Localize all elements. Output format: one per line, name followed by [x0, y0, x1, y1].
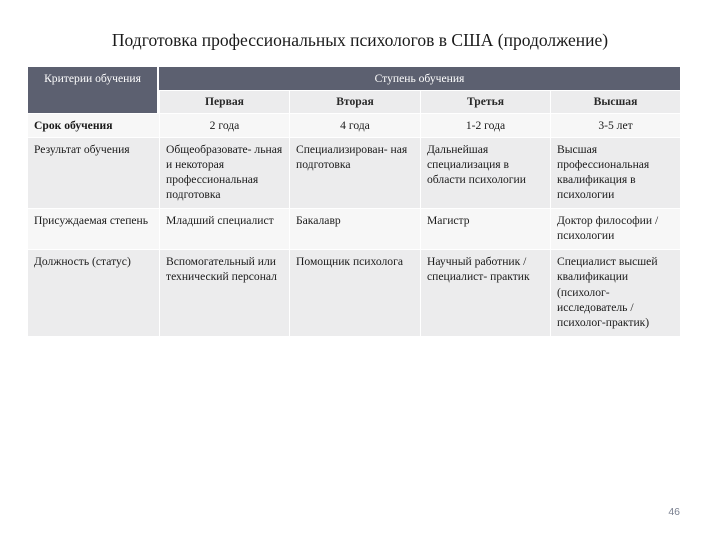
table-row [28, 113, 680, 137]
table-cell: Специализирован- ная подготовка [289, 137, 420, 208]
table-cell: Дальнейшая специализация в области психологии [420, 137, 550, 208]
table-cell: Младший специалист [159, 208, 289, 249]
table-cell: Помощник психолога [289, 249, 420, 335]
table-cell: 1-2 года [420, 113, 550, 137]
table-cell: Доктор философии / психологии [550, 208, 680, 249]
training-table [28, 67, 680, 336]
row-label-result: Результат обучения [28, 137, 159, 208]
row-label-degree: Присуждаемая степень [28, 208, 159, 249]
header-criteria: Критерии обучения [28, 67, 159, 113]
table-cell: Бакалавр [289, 208, 420, 249]
table-cell: 4 года [289, 113, 420, 137]
table-cell: Вспомогательный или технический персонал [159, 249, 289, 335]
header-level-first: Первая [159, 90, 289, 113]
table-row [28, 208, 680, 249]
table-cell: Общеобразовате- льная и некоторая профессиональная подготовка [159, 137, 289, 208]
header-level: Ступень обучения [159, 67, 680, 90]
slide-title: Подготовка профессиональных психологов в США (продолжение) [111, 30, 609, 50]
row-label-duration: Срок обучения [28, 113, 159, 137]
header-level-highest: Высшая [550, 90, 680, 113]
table-row [28, 137, 680, 208]
table-cell: 2 года [159, 113, 289, 137]
table-row [28, 249, 680, 335]
table-cell: Высшая профессиональная квалификация в психологии [550, 137, 680, 208]
table-cell: Магистр [420, 208, 550, 249]
table-cell: Научный работник / специалист- практик [420, 249, 550, 335]
header-level-third: Третья [420, 90, 550, 113]
row-label-position: Должность (статус) [28, 249, 159, 335]
table-cell: Специалист высшей квалификации (психолог- исследователь / психолог-практик) [550, 249, 680, 335]
header-level-second: Вторая [289, 90, 420, 113]
table-cell: 3-5 лет [550, 113, 680, 137]
page-number: 46 [668, 506, 680, 518]
